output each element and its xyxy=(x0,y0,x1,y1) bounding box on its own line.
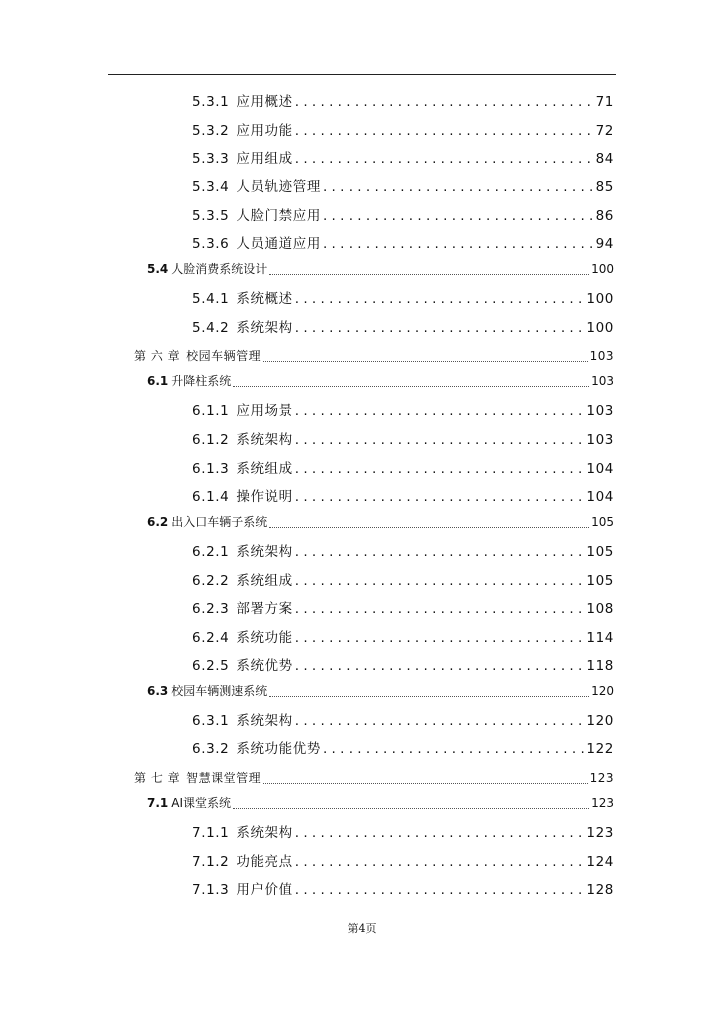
toc-leader-dots xyxy=(263,349,587,362)
toc-entry[interactable] xyxy=(192,655,614,677)
toc-entry[interactable] xyxy=(192,120,614,142)
toc-entry[interactable] xyxy=(192,627,614,649)
toc-entry-number: 6.1.4 xyxy=(192,489,230,505)
toc-entry-title: 系统概述 xyxy=(236,291,293,307)
toc-entry-page: 103 xyxy=(589,349,614,363)
toc-leader-dots xyxy=(295,486,585,508)
toc-entry[interactable] xyxy=(192,710,614,732)
toc-entry-label xyxy=(147,372,231,390)
toc-entry-label xyxy=(192,738,321,760)
toc-entry-title: 操作说明 xyxy=(236,489,293,505)
toc-entry-title: 校园车辆测速系统 xyxy=(171,684,268,698)
toc-entry-number: 6.1.1 xyxy=(192,403,230,419)
toc-entry[interactable] xyxy=(192,429,614,451)
toc-entry[interactable] xyxy=(134,769,614,787)
toc-entry[interactable] xyxy=(134,347,614,365)
toc-entry[interactable] xyxy=(192,738,614,760)
toc-leader-dots xyxy=(295,541,585,563)
toc-entry-page: 100 xyxy=(586,291,614,307)
toc-entry-label xyxy=(192,710,293,732)
toc-leader-dots xyxy=(323,738,584,760)
toc-entry-title: 人员轨迹管理 xyxy=(236,179,321,195)
toc-entry[interactable] xyxy=(192,570,614,592)
toc-entry-number: 6.2.2 xyxy=(192,573,230,589)
toc-entry-label xyxy=(147,682,267,700)
toc-leader-dots xyxy=(269,262,589,275)
toc-entry-number: 5.3.2 xyxy=(192,123,230,139)
toc-leader-dots xyxy=(295,570,585,592)
toc-entry-label xyxy=(192,91,293,113)
toc-entry-page: 108 xyxy=(586,601,614,617)
toc-entry-title: 系统架构 xyxy=(236,544,293,560)
toc-entry-number: 5.4.2 xyxy=(192,320,230,336)
toc-entry-page: 71 xyxy=(595,94,614,110)
toc-entry-title: 人脸消费系统设计 xyxy=(171,262,268,276)
toc-entry-label xyxy=(192,486,293,508)
toc-entry-page: 103 xyxy=(586,403,614,419)
toc-entry-label xyxy=(192,288,293,310)
toc-entry-number: 6.3.2 xyxy=(192,741,230,757)
toc-entry-number: 6.1.2 xyxy=(192,432,230,448)
toc-entry-page: 85 xyxy=(595,179,614,195)
toc-entry-title: 系统架构 xyxy=(236,825,293,841)
toc-leader-dots xyxy=(295,317,585,339)
toc-entry[interactable] xyxy=(192,288,614,310)
toc-entry[interactable] xyxy=(192,148,614,170)
toc-entry-label xyxy=(192,822,293,844)
toc-entry-number: 7.1 xyxy=(147,796,169,810)
toc-entry-number: 6.1 xyxy=(147,374,169,388)
toc-entry-title: 升降柱系统 xyxy=(171,374,232,388)
toc-leader-dots xyxy=(295,429,585,451)
toc-entry-title: 智慧课堂管理 xyxy=(186,771,262,785)
toc-entry[interactable] xyxy=(192,233,614,255)
toc-entry-label xyxy=(192,317,293,339)
toc-entry[interactable] xyxy=(192,205,614,227)
toc-entry-page: 120 xyxy=(591,684,614,698)
toc-entry-page: 86 xyxy=(595,208,614,224)
toc-entry-label xyxy=(192,400,293,422)
toc-entry-page: 104 xyxy=(586,489,614,505)
toc-entry-page: 122 xyxy=(586,741,614,757)
toc-entry-page: 104 xyxy=(586,461,614,477)
toc-entry-title: 系统架构 xyxy=(236,713,293,729)
toc-entry-page: 128 xyxy=(586,882,614,898)
toc-entry-number: 6.2.3 xyxy=(192,601,230,617)
toc-entry-number: 5.3.5 xyxy=(192,208,230,224)
toc-entry[interactable] xyxy=(192,486,614,508)
toc-entry-title: 系统功能优势 xyxy=(236,741,321,757)
toc-entry-label xyxy=(192,429,293,451)
toc-leader-dots xyxy=(263,771,587,784)
toc-entry-title: 校园车辆管理 xyxy=(186,349,262,363)
toc-entry[interactable] xyxy=(192,91,614,113)
toc-leader-dots xyxy=(269,515,589,528)
toc-entry-number: 6.3.1 xyxy=(192,713,230,729)
toc-entry-page: 123 xyxy=(586,825,614,841)
toc-leader-dots xyxy=(295,598,585,620)
toc-entry-title: 系统组成 xyxy=(236,573,293,589)
toc-entry-page: 118 xyxy=(586,658,614,674)
toc-entry[interactable] xyxy=(147,260,614,278)
toc-entry-number: 5.4 xyxy=(147,262,169,276)
toc-entry-title: 系统组成 xyxy=(236,461,293,477)
toc-leader-dots xyxy=(295,120,594,142)
toc-entry[interactable] xyxy=(192,851,614,873)
toc-entry-page: 124 xyxy=(586,854,614,870)
toc-entry-number: 5.3.3 xyxy=(192,151,230,167)
toc-entry-title: 系统架构 xyxy=(236,320,293,336)
toc-entry-page: 100 xyxy=(586,320,614,336)
toc-entry[interactable] xyxy=(147,682,614,700)
toc-entry[interactable] xyxy=(192,879,614,901)
header-rule xyxy=(108,74,616,75)
toc-entry-label xyxy=(192,598,293,620)
toc-entry-page: 120 xyxy=(586,713,614,729)
toc-entry-number: 7.1.1 xyxy=(192,825,230,841)
toc-entry[interactable] xyxy=(192,400,614,422)
toc-entry[interactable] xyxy=(192,458,614,480)
toc-entry-number: 第 六 章 xyxy=(134,349,181,363)
toc-entry[interactable] xyxy=(147,513,614,531)
toc-entry-title: 用户价值 xyxy=(236,882,293,898)
toc-entry-label xyxy=(192,851,293,873)
toc-entry-number: 第 七 章 xyxy=(134,771,181,785)
toc-leader-dots xyxy=(323,205,594,227)
toc-leader-dots xyxy=(295,627,585,649)
toc-entry-title: 应用概述 xyxy=(236,94,293,110)
toc-entry-label xyxy=(192,655,293,677)
toc-entry-number: 5.3.6 xyxy=(192,236,230,252)
toc-entry-number: 7.1.2 xyxy=(192,854,230,870)
toc-entry-page: 114 xyxy=(586,630,614,646)
toc-entry-title: 人脸门禁应用 xyxy=(236,208,321,224)
toc-entry-label xyxy=(192,570,293,592)
toc-leader-dots xyxy=(295,822,585,844)
toc-entry-title: 应用功能 xyxy=(236,123,293,139)
toc-entry[interactable] xyxy=(192,598,614,620)
toc-leader-dots xyxy=(323,176,594,198)
toc-entry-page: 84 xyxy=(595,151,614,167)
toc-entry-page: 105 xyxy=(586,573,614,589)
toc-entry-page: 100 xyxy=(591,262,614,276)
toc-entry-title: 应用场景 xyxy=(236,403,293,419)
toc-leader-dots xyxy=(295,400,585,422)
toc-entry-title: 系统架构 xyxy=(236,432,293,448)
toc-leader-dots xyxy=(323,233,594,255)
toc-entry-number: 6.2.5 xyxy=(192,658,230,674)
toc-entry-label xyxy=(192,205,321,227)
toc-entry-label xyxy=(192,458,293,480)
toc-entry-number: 5.3.4 xyxy=(192,179,230,195)
toc-entry-page: 103 xyxy=(591,374,614,388)
toc-entry-number: 6.3 xyxy=(147,684,169,698)
toc-entry-title: 系统优势 xyxy=(236,658,293,674)
toc-entry-label xyxy=(192,233,321,255)
toc-entry-label xyxy=(147,260,267,278)
toc-leader-dots xyxy=(295,879,585,901)
toc-entry-number: 6.2.4 xyxy=(192,630,230,646)
toc-entry[interactable] xyxy=(192,822,614,844)
toc-entry-label xyxy=(147,513,267,531)
toc-entry-label xyxy=(147,794,231,812)
toc-leader-dots xyxy=(295,148,594,170)
toc-entry-label xyxy=(192,120,293,142)
toc-entry-title: 应用组成 xyxy=(236,151,293,167)
toc-entry[interactable] xyxy=(147,372,614,390)
toc-leader-dots xyxy=(295,458,585,480)
toc-entry-title: 出入口车辆子系统 xyxy=(171,515,268,529)
toc-entry-title: 人员通道应用 xyxy=(236,236,321,252)
toc-entry-page: 123 xyxy=(589,771,614,785)
toc-entry-label xyxy=(192,879,293,901)
page-footer: 第4页 xyxy=(347,922,377,935)
toc-leader-dots xyxy=(295,655,585,677)
toc-entry-page: 72 xyxy=(595,123,614,139)
toc-entry[interactable] xyxy=(192,176,614,198)
toc-leader-dots xyxy=(295,91,594,113)
toc-leader-dots xyxy=(295,288,585,310)
toc-entry-number: 6.2 xyxy=(147,515,169,529)
toc-entry-title: AI课堂系统 xyxy=(171,796,232,810)
toc-entry-title: 部署方案 xyxy=(236,601,293,617)
toc-entry-label xyxy=(192,148,293,170)
toc-entry-page: 123 xyxy=(591,796,614,810)
toc-entry-label xyxy=(192,541,293,563)
toc-entry-number: 5.3.1 xyxy=(192,94,230,110)
toc-entry-label xyxy=(192,176,321,198)
toc-entry[interactable] xyxy=(147,794,614,812)
toc-leader-dots xyxy=(295,710,585,732)
toc-entry-page: 103 xyxy=(586,432,614,448)
toc-leader-dots xyxy=(233,796,589,809)
toc-leader-dots xyxy=(269,684,589,697)
toc-entry-page: 105 xyxy=(591,515,614,529)
toc-leader-dots xyxy=(233,374,589,387)
toc-entry-page: 94 xyxy=(595,236,614,252)
toc-entry-label xyxy=(134,769,261,787)
toc-entry[interactable] xyxy=(192,541,614,563)
toc-entry-number: 6.2.1 xyxy=(192,544,230,560)
toc-entry-page: 105 xyxy=(586,544,614,560)
toc-entry[interactable] xyxy=(192,317,614,339)
toc-entry-number: 5.4.1 xyxy=(192,291,230,307)
toc-entry-number: 7.1.3 xyxy=(192,882,230,898)
toc-entry-number: 6.1.3 xyxy=(192,461,230,477)
toc-entry-title: 系统功能 xyxy=(236,630,293,646)
toc-entry-label xyxy=(192,627,293,649)
toc-entry-label xyxy=(134,347,261,365)
toc-entry-title: 功能亮点 xyxy=(236,854,293,870)
toc-leader-dots xyxy=(295,851,585,873)
